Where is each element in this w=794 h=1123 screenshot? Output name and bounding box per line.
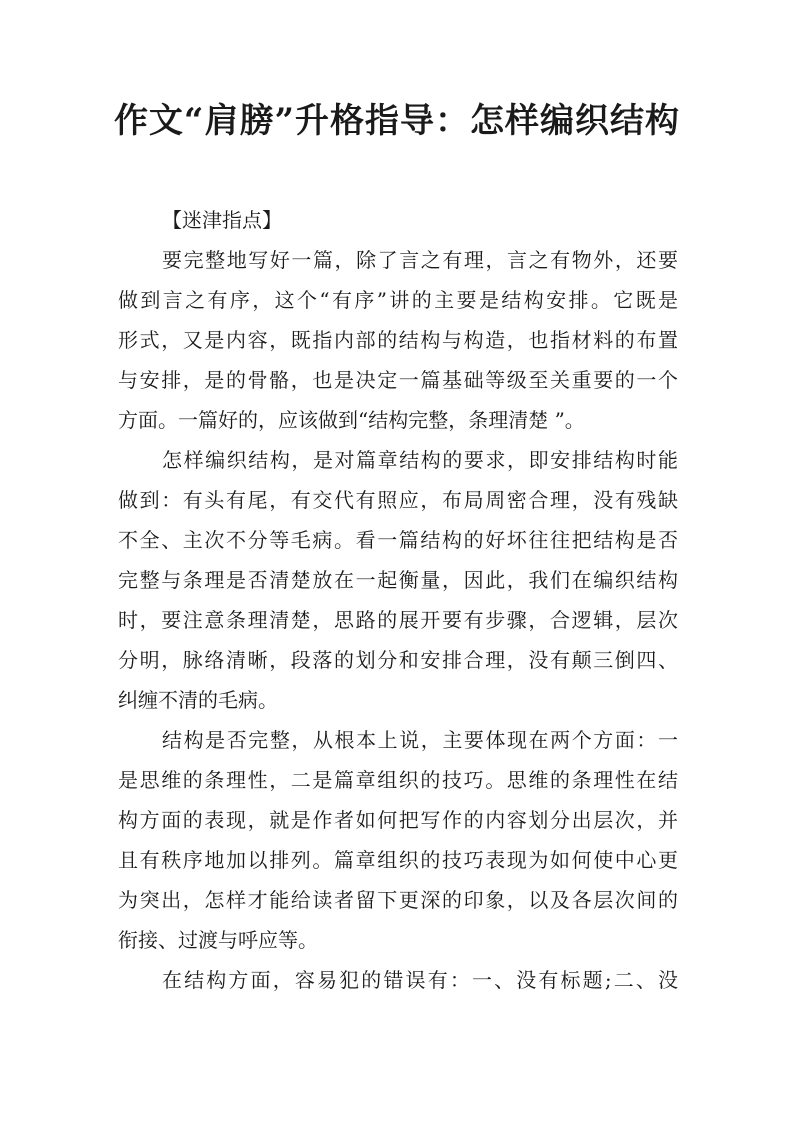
paragraph-line: 衔接、过渡与呼应等。 xyxy=(118,928,318,952)
paragraph xyxy=(118,720,678,960)
paragraph-line: 且有秩序地加以排列。篇章组织的技巧表现为如何使中心更 xyxy=(118,848,678,872)
paragraph xyxy=(118,440,678,720)
paragraph-line: 要完整地写好一篇，除了言之有理，言之有物外，还要 xyxy=(162,248,678,272)
paragraph-line: 构方面的表现，就是作者如何把写作的内容划分出层次，并 xyxy=(118,808,678,832)
paragraph-line: 分明，脉络清晰，段落的划分和安排合理，没有颠三倒四、 xyxy=(118,648,678,672)
paragraph xyxy=(118,960,678,1000)
paragraph-line: 在结构方面，容易犯的错误有：一、没有标题;二、没 xyxy=(162,968,678,992)
paragraph-line: 做到言之有序，这个“有序”讲的主要是结构安排。它既是 xyxy=(118,288,678,312)
paragraph-line: 完整与条理是否清楚放在一起衡量，因此，我们在编织结构 xyxy=(118,568,678,592)
paragraph-line: 与安排，是的骨骼，也是决定一篇基础等级至关重要的一个 xyxy=(118,368,678,392)
document-body xyxy=(118,200,678,1000)
section-heading: 【迷津指点】 xyxy=(162,208,282,232)
paragraph-line: 形式，又是内容，既指内部的结构与构造，也指材料的布置 xyxy=(118,328,678,352)
paragraph-line: 是思维的条理性，二是篇章组织的技巧。思维的条理性在结 xyxy=(118,768,678,792)
paragraph-line: 纠缠不清的毛病。 xyxy=(118,688,278,712)
paragraph-line: 为突出，怎样才能给读者留下更深的印象，以及各层次间的 xyxy=(118,888,678,912)
document-title: 作文“肩膀”升格指导：怎样编织结构 xyxy=(113,101,681,141)
paragraph-line: 时，要注意条理清楚，思路的展开要有步骤，合逻辑，层次 xyxy=(118,608,678,632)
paragraph-line: 怎样编织结构，是对篇章结构的要求，即安排结构时能 xyxy=(162,448,678,472)
paragraph-line: 不全、主次不分等毛病。看一篇结构的好坏往往把结构是否 xyxy=(118,528,678,552)
paragraph-line: 结构是否完整，从根本上说，主要体现在两个方面：一 xyxy=(162,728,678,752)
paragraph xyxy=(118,240,678,440)
paragraph-line: 方面。一篇好的，应该做到“结构完整，条理清楚 ”。 xyxy=(118,408,585,432)
paragraph-line: 做到：有头有尾，有交代有照应，布局周密合理，没有残缺 xyxy=(118,488,678,512)
